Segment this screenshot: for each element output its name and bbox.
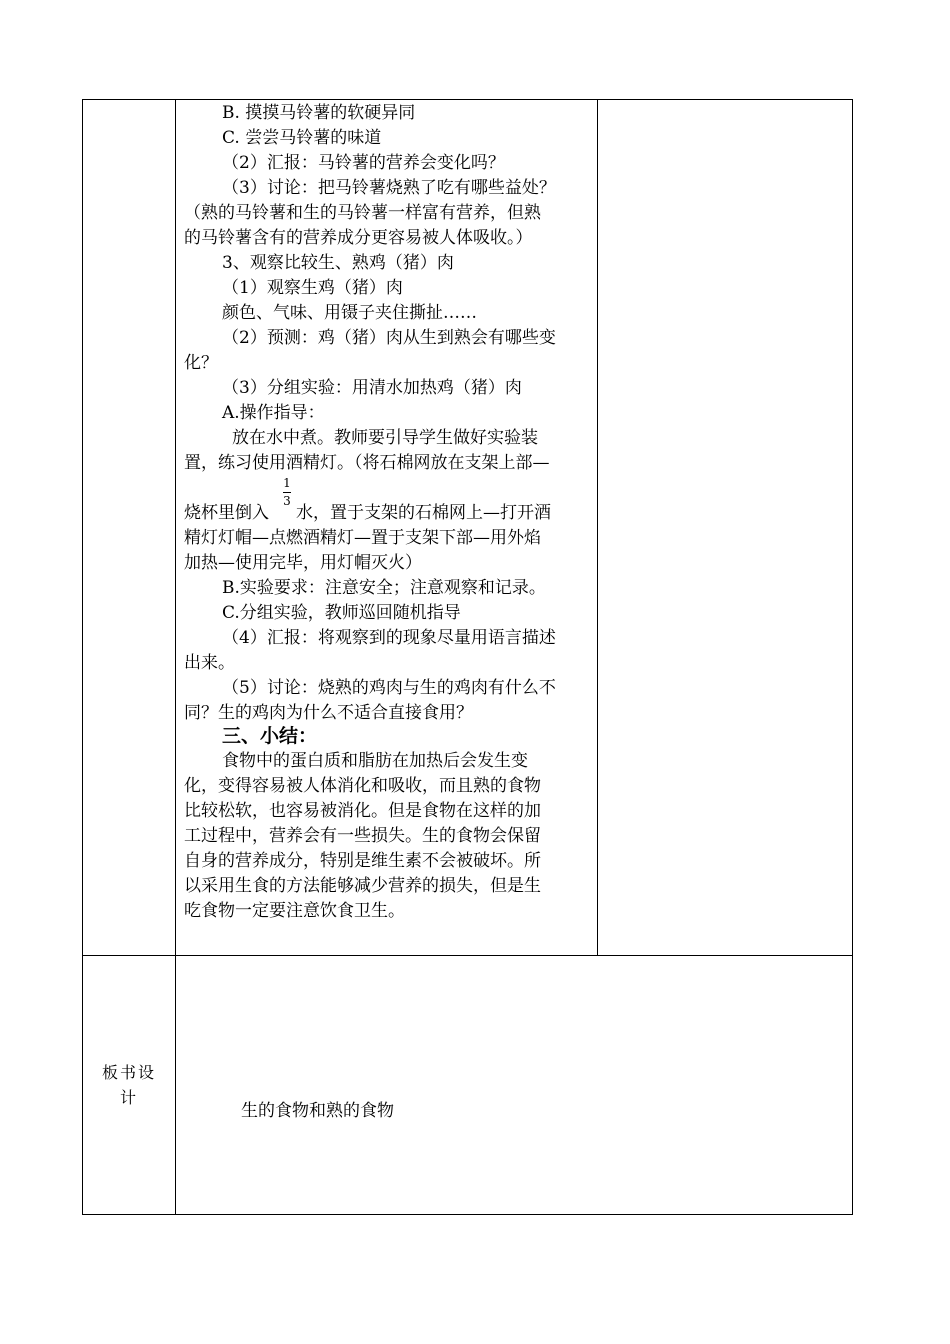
board-design-label: 板书设计 — [101, 1063, 156, 1107]
step-line: （熟的马铃薯和生的马铃薯一样富有营养，但熟 — [184, 203, 541, 223]
summary-line: 工过程中，营养会有一些损失。生的食物会保留 — [184, 826, 541, 846]
step-line: （4）汇报：将观察到的现象尽量用语言描述 — [222, 628, 556, 648]
step-line: C. 尝尝马铃薯的味道 — [222, 128, 382, 148]
lesson-plan-table — [82, 99, 853, 1215]
summary-line: 以采用生食的方法能够减少营养的损失，但是生 — [184, 876, 541, 896]
summary-line: 比较松软，也容易被消化。但是食物在这样的加 — [184, 801, 541, 821]
board-design-title: 生的食物和熟的食物 — [241, 1101, 394, 1121]
step-line: 精灯灯帽—点燃酒精灯—置于支架下部—用外焰 — [184, 528, 541, 548]
fraction-numerator: 1 — [283, 476, 291, 490]
step-line: A.操作指导： — [222, 403, 325, 423]
row-divider — [83, 955, 852, 956]
summary-line: 食物中的蛋白质和脂肪在加热后会发生变 — [222, 751, 528, 771]
step-line: （2）预测：鸡（猪）肉从生到熟会有哪些变 — [222, 328, 556, 348]
step-line: 出来。 — [184, 653, 235, 673]
step-line: （1）观察生鸡（猪）肉 — [222, 278, 403, 298]
fraction-bar — [283, 492, 291, 493]
step-line: （2）汇报：马铃薯的营养会变化吗？ — [222, 153, 505, 173]
fraction-denominator: 3 — [283, 494, 291, 508]
step-line: 的马铃薯含有的营养成分更容易被人体吸收。） — [184, 228, 533, 248]
step-line: （3）分组实验：用清水加热鸡（猪）肉 — [222, 378, 522, 398]
step-line: 化？ — [184, 353, 218, 373]
board-design-label-cell — [83, 956, 175, 1214]
summary-line: 化，变得容易被人体消化和吸收，而且熟的食物 — [184, 776, 541, 796]
step-line: 加热—使用完毕，用灯帽灭火） — [184, 553, 422, 573]
summary-line: 自身的营养成分，特别是维生素不会被破坏。所 — [184, 851, 541, 871]
step-line: （3）讨论：把马铃薯烧熟了吃有哪些益处？ — [222, 178, 556, 198]
summary-heading: 三、小结： — [222, 725, 318, 747]
step-line: 放在水中煮。教师要引导学生做好实验装 — [232, 428, 538, 448]
step-line: 同？生的鸡肉为什么不适合直接食用？ — [184, 703, 473, 723]
teaching-process-cell — [176, 100, 596, 955]
step-line: B. 摸摸马铃薯的软硬异同 — [222, 103, 416, 123]
step-line: 3、观察比较生、熟鸡（猪）肉 — [222, 253, 454, 273]
step-line: 水，置于支架的石棉网上—打开酒 — [296, 503, 551, 523]
step-line: 颜色、气味、用镊子夹住撕扯…… — [222, 303, 477, 323]
step-line: B.实验要求：注意安全；注意观察和记录。 — [222, 578, 546, 598]
step-line: 置，练习使用酒精灯。（将石棉网放在支架上部— — [184, 453, 550, 473]
summary-line: 吃食物一定要注意饮食卫生。 — [184, 901, 405, 921]
step-line: 烧杯里倒入 — [184, 503, 269, 523]
step-line: C.分组实验，教师巡回随机指导 — [222, 603, 461, 623]
step-line: （5）讨论：烧熟的鸡肉与生的鸡肉有什么不 — [222, 678, 556, 698]
column-divider-right — [597, 100, 598, 956]
